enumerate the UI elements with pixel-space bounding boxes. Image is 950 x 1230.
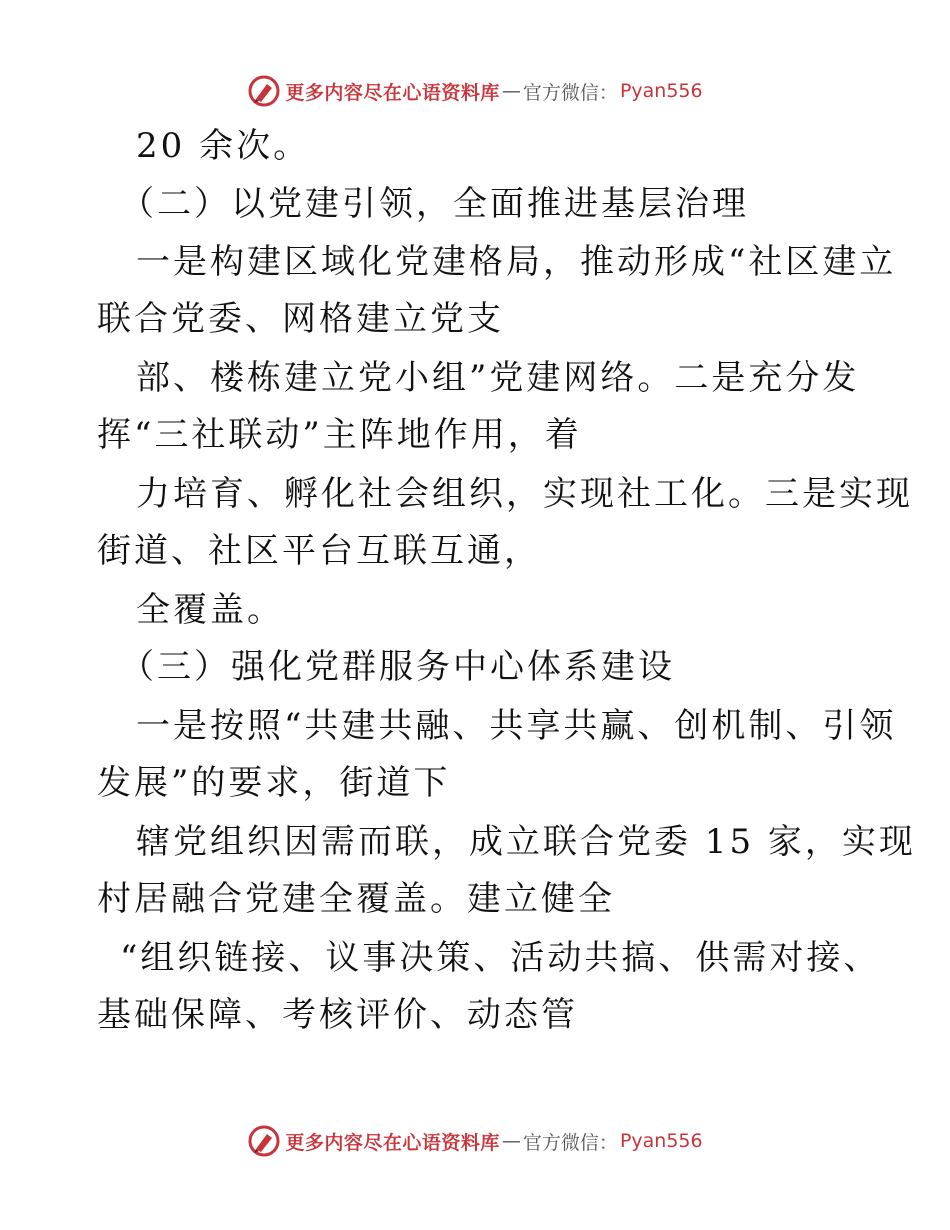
text-line: 全覆盖。 xyxy=(136,590,284,630)
text-line: 挥“三社联动”主阵地作用，着 xyxy=(97,415,582,455)
watermark-id: Pyan556 xyxy=(619,80,703,102)
text-line: 街道、社区平台互联互通， xyxy=(97,531,541,571)
section-heading: （三）强化党群服务中心体系建设 xyxy=(120,647,675,687)
watermark-label: 官方微信： xyxy=(522,81,618,104)
text-line: 辖党组织因需而联，成立联合党委 15 家，实现 xyxy=(136,822,916,862)
watermark-dash: — xyxy=(501,80,521,102)
watermark-label: 官方微信： xyxy=(522,1131,618,1154)
text-line: 一是按照“共建共融、共享共赢、创机制、引领 xyxy=(136,706,897,746)
text-line: 20 余次。 xyxy=(136,126,311,166)
watermark-text: 更多内容尽在心语资料库 xyxy=(285,1131,500,1154)
text-line: “组织链接、议事决策、活动共搞、供需对接、 xyxy=(120,938,881,978)
watermark-text: 更多内容尽在心语资料库 xyxy=(285,81,500,104)
text-line: 基础保障、考核评价、动态管 xyxy=(97,995,578,1035)
text-line: 部、楼栋建立党小组”党建网络。二是充分发 xyxy=(136,358,860,398)
watermark-id: Pyan556 xyxy=(619,1130,703,1152)
watermark-dash: — xyxy=(501,1130,521,1152)
section-heading: （二）以党建引领，全面推进基层治理 xyxy=(120,184,749,224)
text-line: 联合党委、网格建立党支 xyxy=(97,299,504,339)
pen-logo-icon xyxy=(247,1124,281,1158)
footer-watermark xyxy=(0,1124,950,1158)
text-line: 发展”的要求，街道下 xyxy=(97,763,451,803)
text-line: 村居融合党建全覆盖。建立健全 xyxy=(97,879,615,919)
text-line: 一是构建区域化党建格局，推动形成“社区建立 xyxy=(136,242,897,282)
text-line: 力培育、孵化社会组织，实现社工化。三是实现 xyxy=(136,474,913,514)
